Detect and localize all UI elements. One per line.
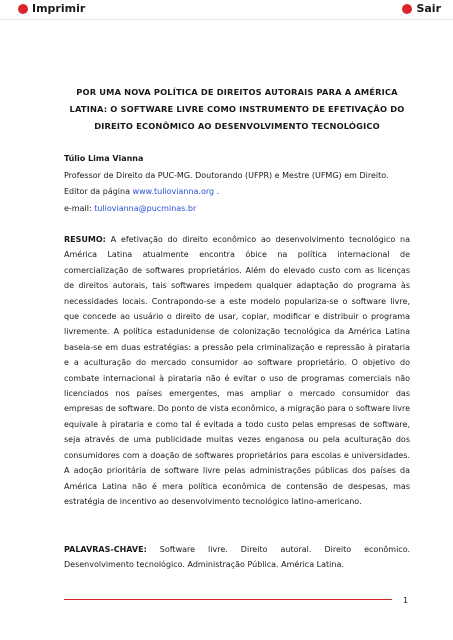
document-title: POR UMA NOVA POLÍTICA DE DIREITOS AUTORAIS PARA A AMÉRICA LATINA: O SOFTWARE LIVRE COMO INSTRUMENTO DE EFETIVAÇÃO DO DIREITO ECONÔMICO AO DESENVOLVIMENTO TECNOLÓGICO — [69, 87, 405, 131]
print-bullet-icon — [18, 4, 28, 14]
author-block — [64, 151, 410, 217]
author-affiliation: Professor de Direito da PUC-MG. Doutorando (UFPR) e Mestre (UFMG) em Direito. — [64, 170, 389, 180]
email-prefix: e-mail: — [64, 203, 95, 213]
author-email-line — [64, 201, 410, 218]
website-link[interactable]: www.tuliovianna.org — [132, 187, 215, 196]
exit-bullet-icon — [402, 4, 412, 14]
keywords-label: PALAVRAS-CHAVE: — [64, 545, 147, 554]
keywords-paragraph — [64, 542, 410, 573]
print-button[interactable] — [18, 2, 85, 15]
print-label: Imprimir — [32, 2, 86, 15]
editor-prefix: Editor da página — [64, 187, 133, 196]
email-link[interactable]: tuliovianna@pucminas.br — [94, 203, 197, 213]
footer-rule — [64, 599, 392, 600]
exit-button[interactable] — [402, 2, 441, 15]
abstract-paragraph — [64, 232, 410, 509]
exit-label: Sair — [416, 2, 441, 15]
abstract-text: A efetivação do direito econômico ao desenvolvimento tecnológico na América Latina atualmente encontra óbice na política internacional de comercialização de softwares proprietários. Além do elevado custo com as licenças de direitos autorais, tais softwares impedem qualquer adaptação do programa às necessidades locais. Contrapondo-se a este modelo populariza-se o software livre, que concede ao usuário o direito de usar, copiar, modificar e distribuir o programa livremente. A política estadunidense de colonização tecnológica da América Latina baseia-se em duas estratégias: a pressão pela criminalização e repressão à pirataria e a aculturação do mercado consumidor ao software proprietário. O objetivo do combate internacional à pirataria não é evitar o uso de programas comerciais não licenciados nos países emergentes, mas ampliar o mercado consumidor das empresas de software. Do ponto de vista econômico, a migração para o software livre equivale à pirataria e como tal é evitada a todo custo pelas empresas de software, seja através de uma publicidade muitas vezes enganosa ou pela aculturação dos consumidores com a doação de softwares proprietários para escolas e universidades. A adoção prioritária de software livre pelas administrações públicas dos países da América Latina não é mera política econômica de contensão de despesas, mas estratégia de incentivo ao desenvolvimento tecnológico latino-americano. — [64, 235, 411, 506]
keywords-text: Software livre. Direito autoral. Direito econômico. Desenvolvimento tecnológico. Administração Pública. América Latina. — [64, 545, 411, 570]
page-number: 1 — [403, 596, 409, 605]
toolbar-divider — [0, 19, 453, 20]
editor-suffix: . — [214, 187, 220, 196]
author-website-line — [64, 184, 410, 201]
author-name: Túlio Lima Vianna — [64, 154, 144, 163]
abstract-label: RESUMO: — [64, 235, 106, 244]
